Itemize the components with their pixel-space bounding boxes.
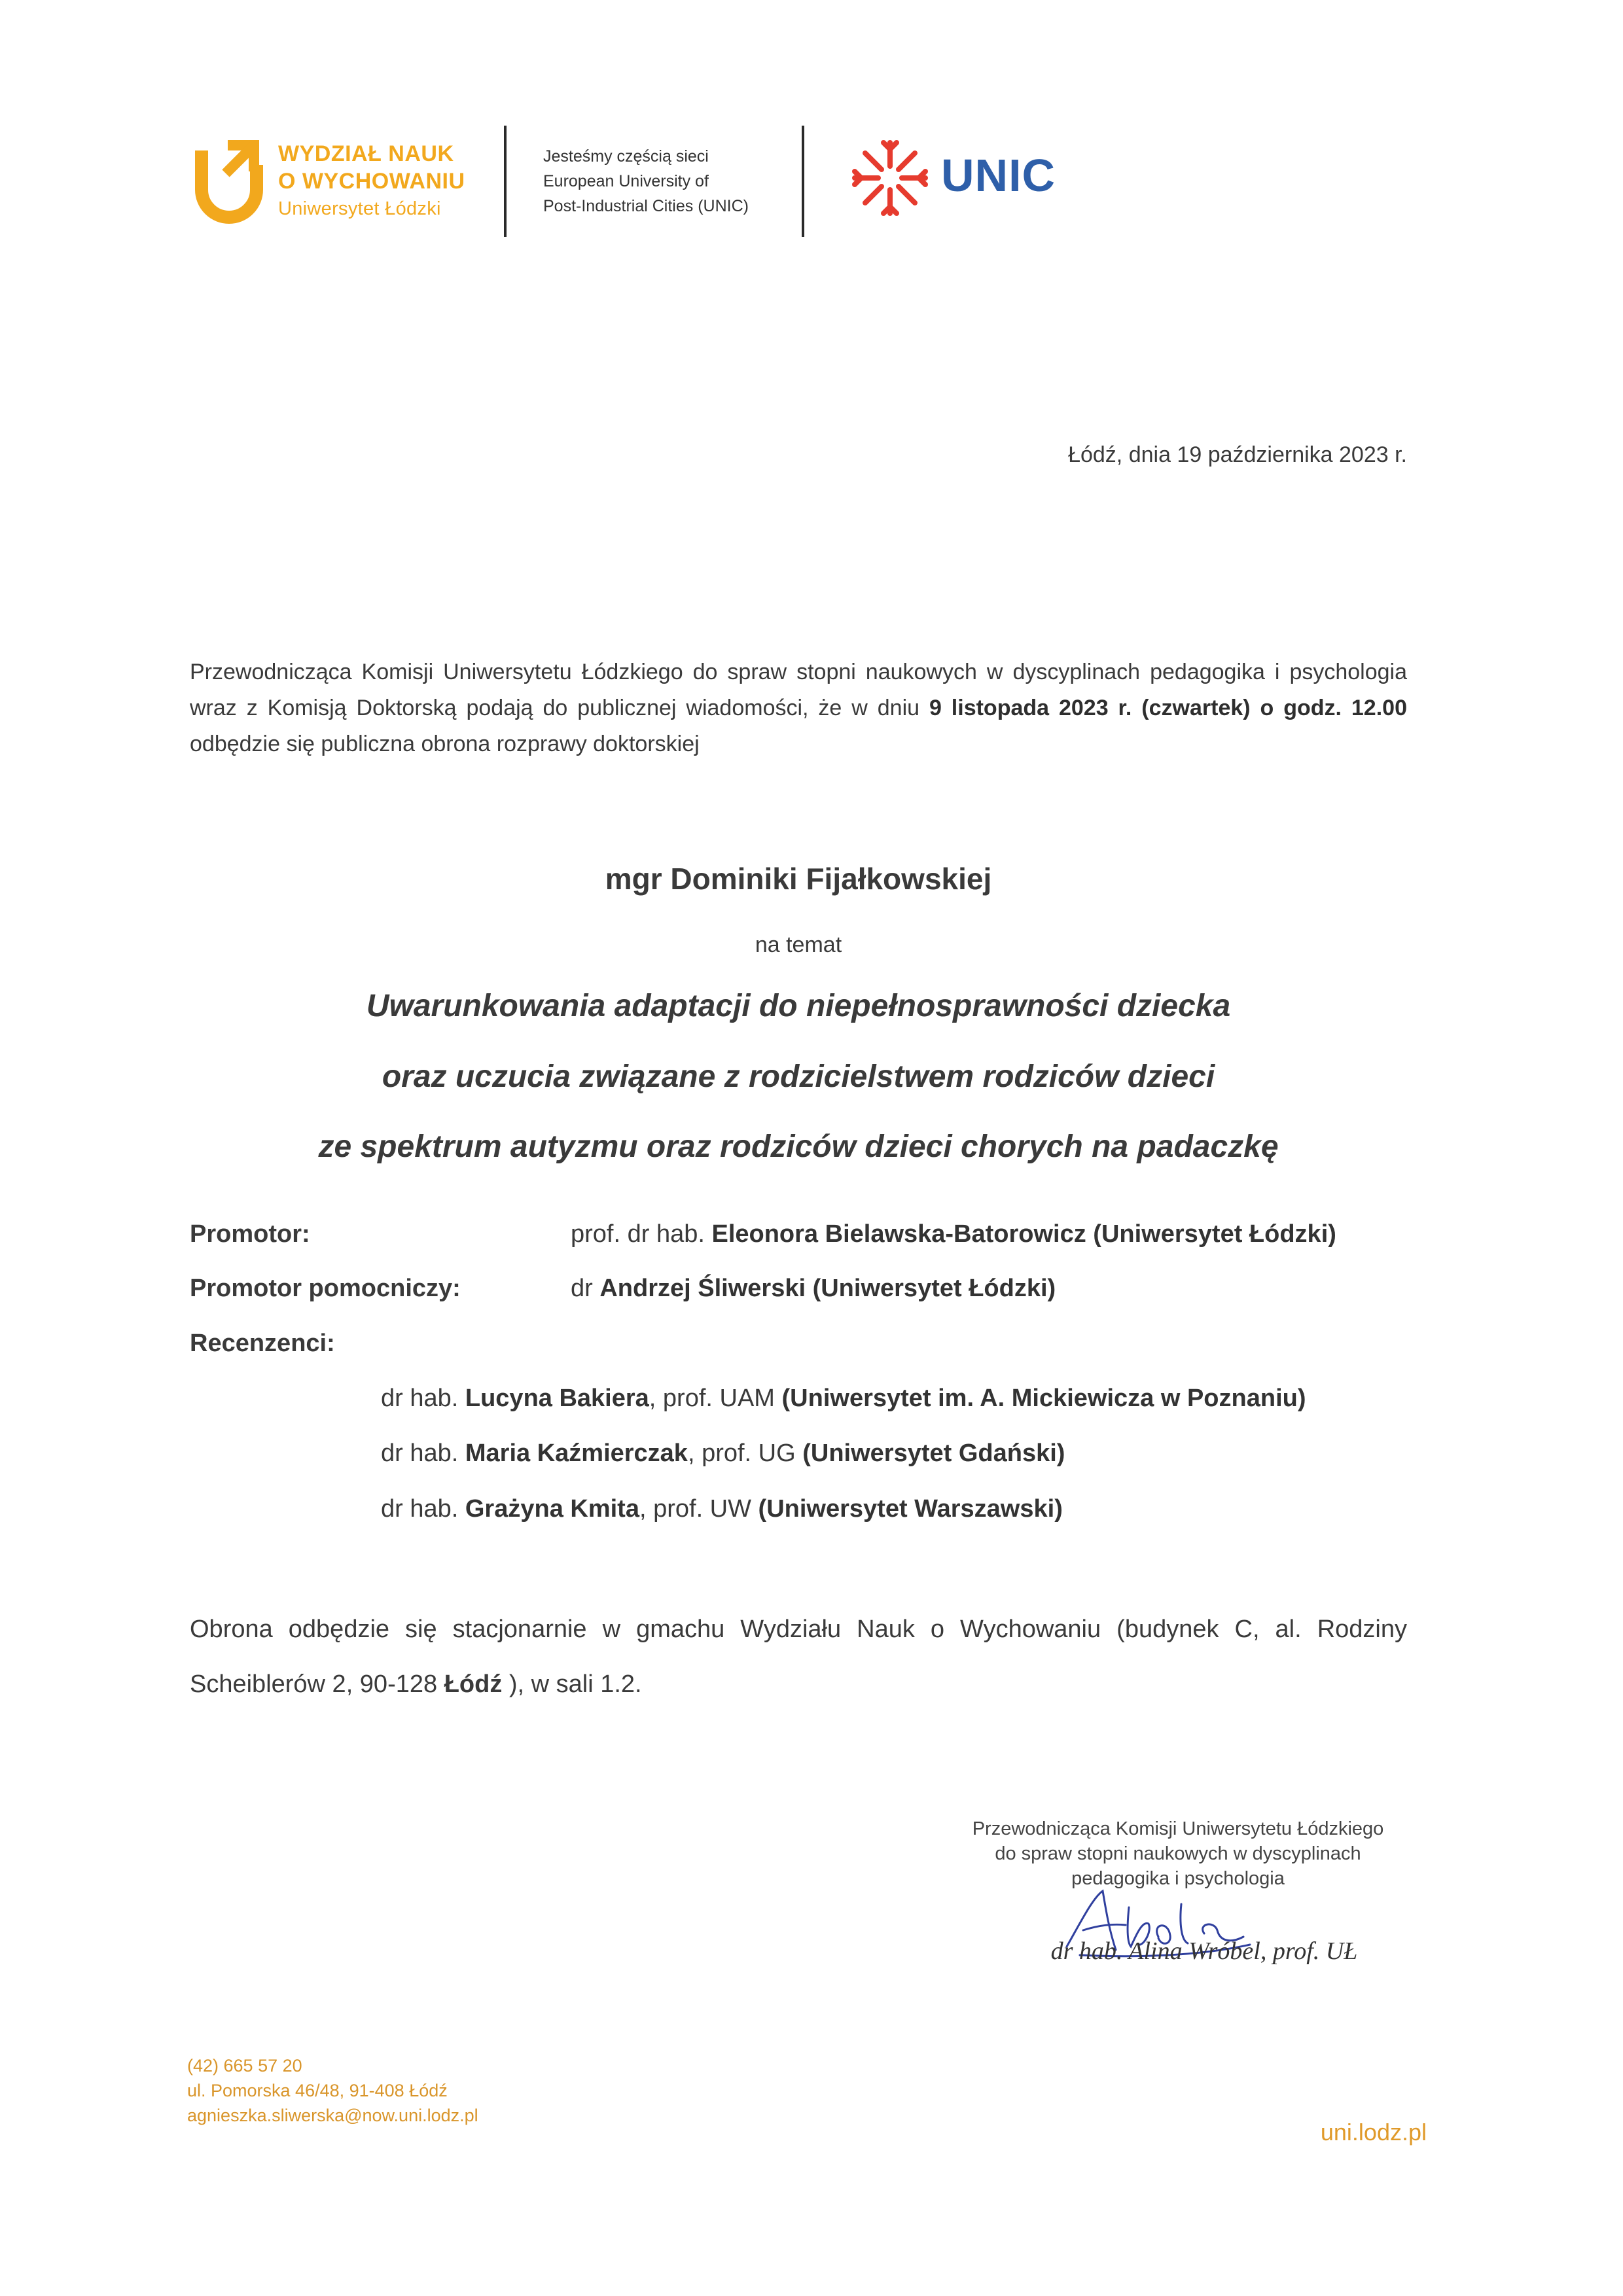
reviewer-item	[381, 1385, 1306, 1413]
location-city: Łódź	[444, 1670, 503, 1698]
footer-address: ul. Pomorska 46/48, 91-408 Łódź	[187, 2081, 448, 2100]
network-line-3: Post-Industrial Cities (UNIC)	[543, 197, 749, 215]
reviewer-university: (Uniwersytet Warszawski)	[758, 1495, 1063, 1523]
network-line-1: Jesteśmy częścią sieci	[543, 147, 709, 166]
defense-datetime: 9 listopada 2023 r. (czwartek) o godz. 12.	[929, 696, 1383, 720]
reviewer-degree: dr hab.	[381, 1439, 465, 1467]
reviewer-title: , prof. UG	[687, 1439, 803, 1467]
promotor-name: Eleonora Bielawska-Batorowicz (Uniwersytet Łódzki)	[711, 1220, 1336, 1248]
candidate-name: mgr Dominiki Fijałkowskiej	[605, 862, 992, 896]
reviewer-title: , prof. UW	[639, 1495, 758, 1523]
network-text	[543, 144, 749, 219]
unic-wordmark: UNIC	[941, 150, 1056, 201]
dissertation-title-line: oraz uczucia związane z rodzicielstwem rodziców dzieci	[382, 1059, 1215, 1094]
stamp-line-1: Przewodnicząca Komisji Uniwersytetu Łódzkiego	[972, 1818, 1384, 1839]
signatory-name: dr hab. Alina Wróbel, prof. UŁ	[1050, 1937, 1358, 1965]
stamp-line-3: pedagogika i psychologia	[1071, 1868, 1285, 1889]
reviewer-university: (Uniwersytet Gdański)	[802, 1439, 1065, 1467]
promotor-value	[571, 1220, 1336, 1248]
reviewer-degree: dr hab.	[381, 1495, 465, 1523]
faculty-line-1: WYDZIAŁ NAUK	[278, 141, 454, 166]
promotor-title: prof. dr hab.	[571, 1220, 712, 1248]
footer-website: uni.lodz.pl	[1320, 2119, 1427, 2146]
reviewer-name: Lucyna Bakiera	[465, 1385, 649, 1412]
footer-contact	[187, 2053, 478, 2128]
reviewer-item	[381, 1495, 1063, 1523]
announcement-paragraph	[190, 654, 1407, 762]
intro-text-end: odbędzie się publiczna obrona rozprawy doktorskiej	[190, 732, 700, 756]
faculty-line-2: O WYCHOWANIU	[278, 169, 465, 194]
intro-text: Przewodnicząca Komisji Uniwersytetu Łódzkiego do spraw stopni naukowych w dyscyplinach pedagogika i psychologia wraz z Komisją Doktorską podają do publicznej wiadomości, że w dniu	[190, 660, 1407, 720]
footer-email: agnieszka.sliwerska@now.uni.lodz.pl	[187, 2106, 478, 2125]
reviewer-university: (Uniwersytet im. A. Mickiewicza w Poznaniu)	[781, 1385, 1306, 1412]
header-divider	[802, 126, 804, 237]
reviewer-degree: dr hab.	[381, 1385, 465, 1412]
location-text: Obrona odbędzie się stacjonarnie w gmachu Wydziału Nauk o Wychowaniu (budynek C, al. Rodziny Scheiblerów 2, 90-128	[190, 1616, 1407, 1698]
subject-label: na temat	[755, 932, 842, 957]
reviewer-item	[381, 1439, 1065, 1468]
assistant-promotor-name: Andrzej Śliwerski (Uniwersytet Łódzki)	[599, 1275, 1056, 1302]
assistant-promotor-label: Promotor pomocniczy:	[190, 1275, 461, 1302]
location-paragraph	[190, 1602, 1407, 1712]
faculty-line-3: Uniwersytet Łódzki	[278, 198, 441, 219]
network-line-2: European University of	[543, 172, 709, 190]
reviewers-label: Recenzenci:	[190, 1330, 335, 1357]
faculty-name	[278, 140, 465, 222]
defense-time-minutes: 00	[1382, 696, 1407, 720]
unic-star-icon	[851, 139, 929, 217]
assistant-promotor-title: dr	[571, 1275, 600, 1302]
official-stamp	[916, 1816, 1440, 1891]
faculty-logo-icon	[190, 139, 268, 224]
dissertation-title-line: ze spektrum autyzmu oraz rodziców dzieci chorych na padaczkę	[318, 1129, 1279, 1164]
document-date: Łódź, dnia 19 października 2023 r.	[1068, 442, 1407, 467]
header-divider	[504, 126, 507, 237]
assistant-promotor-value	[571, 1275, 1056, 1303]
reviewer-name: Maria Kaźmierczak	[465, 1439, 688, 1467]
reviewer-name: Grażyna Kmita	[465, 1495, 639, 1523]
location-room: ), w sali 1.2.	[502, 1670, 642, 1698]
promotor-label: Promotor:	[190, 1220, 310, 1248]
reviewer-title: , prof. UAM	[649, 1385, 782, 1412]
footer-phone: (42) 665 57 20	[187, 2056, 302, 2075]
stamp-line-2: do spraw stopni naukowych w dyscyplinach	[995, 1843, 1361, 1864]
dissertation-title-line: Uwarunkowania adaptacji do niepełnosprawności dziecka	[366, 989, 1231, 1023]
